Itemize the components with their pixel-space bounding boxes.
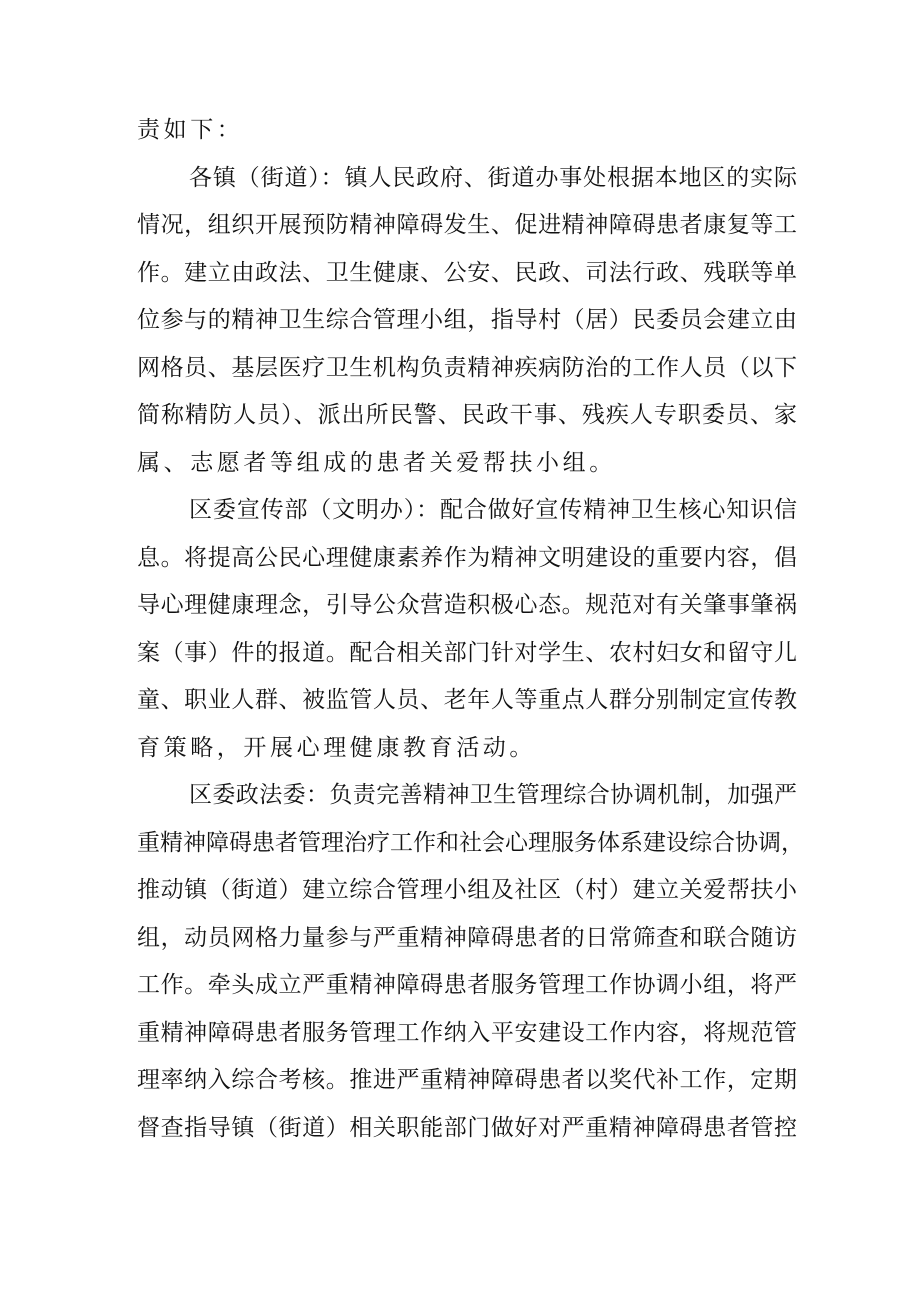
text-line: 简称精防人员）、派出所民警、民政干事、残疾人专职委员、家 [137, 402, 797, 428]
text-line: 作。建立由政法、卫生健康、公安、民政、司法行政、残联等单 [137, 259, 797, 286]
text-line: 位参与的精神卫生综合管理小组，指导村（居）民委员会建立由 [137, 307, 797, 333]
text-line: 推动镇（街道）建立综合管理小组及社区（村）建立关爱帮扶小 [137, 877, 797, 903]
text-line: 案（事）件的报道。配合相关部门针对学生、农村妇女和留守儿 [137, 639, 797, 666]
text-line: 理率纳入综合考核。推进严重精神障碍患者以奖代补工作，定期 [137, 1067, 797, 1093]
text-line: 息。将提高公民心理健康素养作为精神文明建设的重要内容，倡 [137, 544, 797, 571]
text-line: 育策略，开展心理健康教育活动。 [137, 734, 536, 761]
text-line: 重精神障碍患者管理治疗工作和社会心理服务体系建设综合协调， [137, 829, 804, 856]
text-line: 区委政法委：负责完善精神卫生管理综合协调机制，加强严 [189, 782, 797, 808]
text-line: 属、志愿者等组成的患者关爱帮扶小组。 [137, 449, 616, 476]
body-text [137, 107, 804, 1152]
text-line: 区委宣传部（文明办）：配合做好宣传精神卫生核心知识信 [189, 497, 797, 523]
text-line: 工作。牵头成立严重精神障碍患者服务管理工作协调小组，将严 [137, 972, 797, 998]
text-line: 督查指导镇（街道）相关职能部门做好对严重精神障碍患者管控 [137, 1114, 797, 1141]
text-line: 网格员、基层医疗卫生机构负责精神疾病防治的工作人员（以下 [137, 354, 797, 381]
text-line: 责如下： [137, 117, 244, 143]
text-line: 导心理健康理念，引导公众营造积极心态。规范对有关肇事肇祸 [137, 592, 797, 618]
text-line: 童、职业人群、被监管人员、老年人等重点人群分别制定宣传教 [137, 687, 797, 713]
text-line: 重精神障碍患者服务管理工作纳入平安建设工作内容，将规范管 [137, 1019, 797, 1046]
text-line: 组，动员网格力量参与严重精神障碍患者的日常筛查和联合随访 [137, 924, 797, 951]
text-line: 各镇（街道）：镇人民政府、街道办事处根据本地区的实际 [189, 164, 797, 191]
text-line: 情况，组织开展预防精神障碍发生、促进精神障碍患者康复等工 [137, 212, 797, 238]
